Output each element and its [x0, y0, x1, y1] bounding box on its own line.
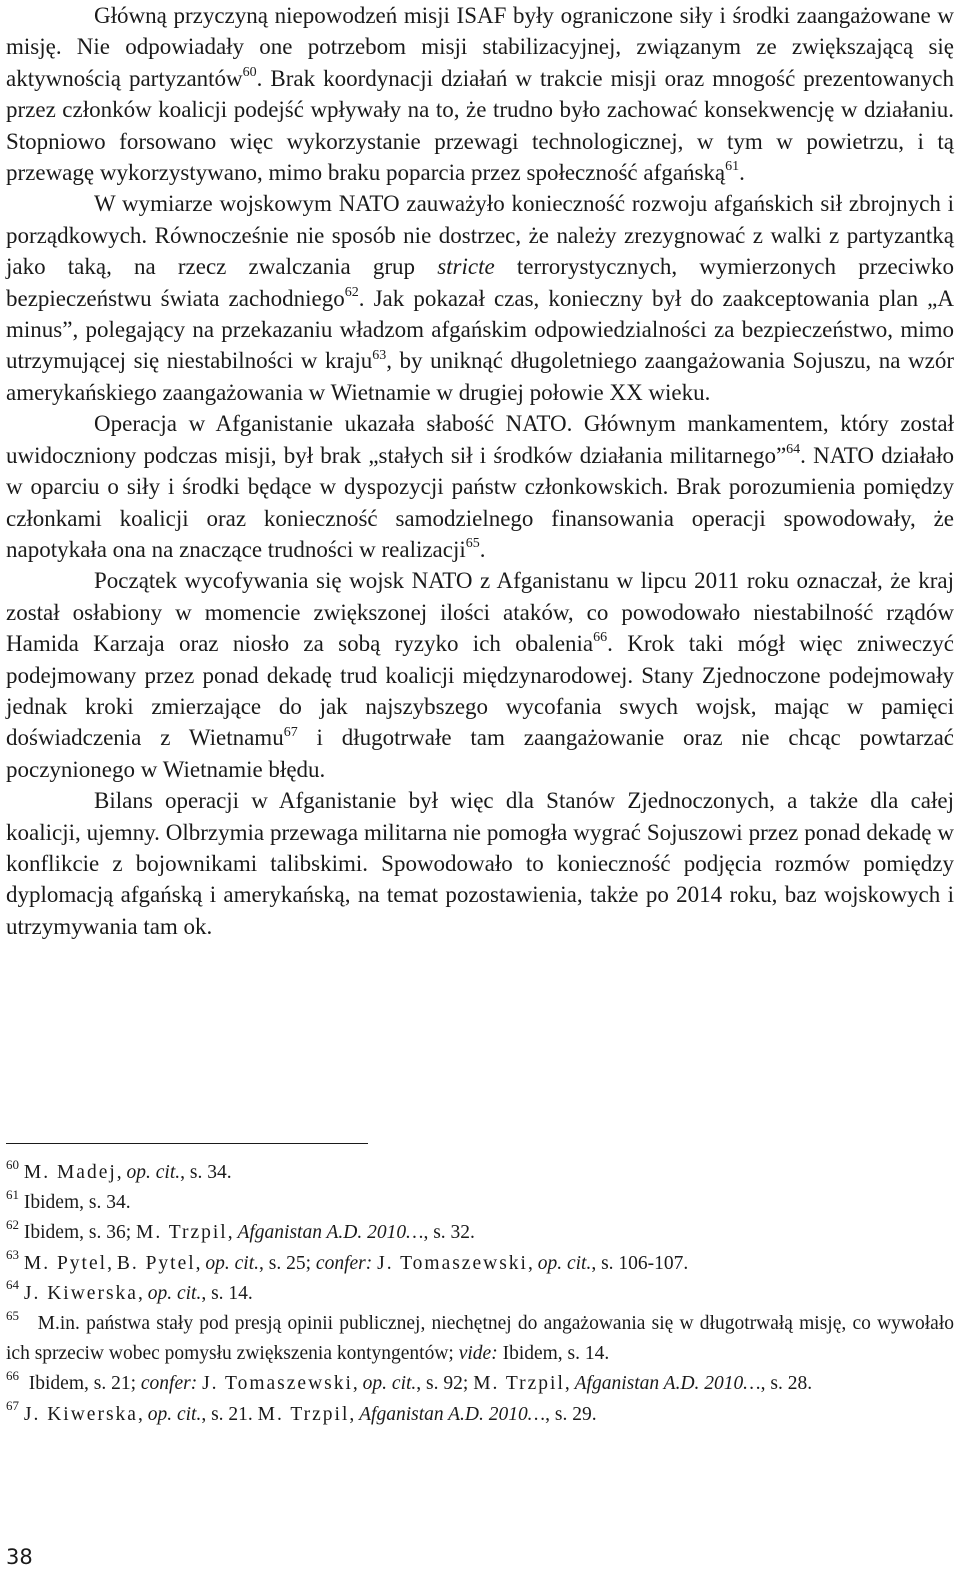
text-run: ,: [195, 1252, 206, 1274]
footnote-separator: [6, 1143, 368, 1144]
paragraph-2: [6, 188, 954, 408]
text-run: M.in. państwa stały pod presją opinii publicznej, niechętnej do angażowania się w długotrwałą misję, co wywołało ich sprzeciw wobec pomysłu zwiększenia kontyngentów;: [6, 1313, 955, 1365]
author: J. Tomaszewski: [377, 1252, 528, 1274]
text-run: . Krok taki mógł więc zniweczyć podejmowany przez ponad dekadę trud koalicji międzynarodowej. Stany Zjednoczone podejmowały jednak kroki zmierzające do jak najszybszego wycofania swych wojsk, mając w pamięci doświadczenia z Wietnamu: [6, 631, 954, 751]
footnote-64: [6, 1279, 954, 1309]
paragraph-3: [6, 408, 954, 565]
footnote-number: 67: [6, 1398, 19, 1414]
text-run: i długotrwałe tam zaangażowanie oraz nie chcąc powtarzać poczynionego w Wietnamie błędu.: [6, 725, 954, 782]
citation-ref: op. cit.: [147, 1403, 202, 1425]
footnote-ref-62[interactable]: 62: [344, 285, 359, 300]
citation-ref: confer:: [315, 1252, 373, 1274]
footnote-ref-64[interactable]: 64: [786, 442, 801, 458]
text-run: , s. 32.: [423, 1222, 475, 1244]
footnote-61: [6, 1188, 954, 1218]
text-run: terrorystycznych, wymierzonych przeciwko bezpieczeństwu świata zachodniego: [6, 254, 954, 311]
text-run: , s. 21.: [201, 1403, 258, 1425]
citation-ref: op. cit.: [147, 1282, 202, 1304]
text-run: . Jak pokazał czas, konieczny był do zaakceptowania plan „A minus”, polegający na przekazaniu władzom afgańskim odpowiedzialności za bezpieczeństwo, mimo utrzymującej się niestabilności w kraju: [6, 285, 954, 374]
text-run: ,: [352, 1373, 363, 1395]
footnote-ref-65[interactable]: 65: [465, 536, 480, 552]
footnote-62: [6, 1218, 954, 1248]
text-run: ,: [116, 1162, 127, 1183]
author: J. Kiwerska: [23, 1282, 138, 1304]
footnote-67: [6, 1400, 954, 1430]
book-title: Afganistan A.D. 2010…: [359, 1403, 546, 1425]
footnote-ref-66[interactable]: 66: [593, 630, 608, 646]
author: M. Trzpil: [257, 1403, 350, 1425]
footnotes: [6, 1158, 954, 1430]
footnote-ref-63[interactable]: 63: [372, 347, 387, 363]
text-run: , s. 106-107.: [591, 1252, 689, 1274]
text-run: , s. 14.: [201, 1282, 253, 1304]
text-run: Operacja w Afganistanie ukazała słabość NATO. Głównym mankamentem, który został uwidoczniony podczas misji, był brak „stałych sił i środków działania militarnego”: [6, 411, 954, 468]
footnote-ref-61[interactable]: 61: [725, 159, 740, 175]
author: M. Madej: [23, 1162, 117, 1183]
footnote-63: [6, 1249, 954, 1279]
citation-ref: vide:: [458, 1343, 498, 1365]
footnote-number: 63: [6, 1247, 19, 1263]
author: B. Pytel: [116, 1252, 196, 1274]
footnote-66: [6, 1369, 954, 1399]
paragraph-4: [6, 565, 954, 785]
citation-ref: op. cit.: [126, 1162, 181, 1183]
text-run: , s. 29.: [545, 1403, 597, 1425]
footnote-number: 61: [6, 1186, 19, 1202]
paragraph-1: [6, 0, 954, 188]
footnote-ref-67[interactable]: 67: [283, 724, 298, 740]
text-run: ,: [527, 1252, 538, 1274]
text-run: . Brak koordynacji działań w trakcie misji oraz mnogość prezentowanych przez członków koalicji podejść wpływały na to, że trudno było zachować konsekwencję w działaniu. Stopniowo forsowano więc wykorzystanie przewagi technologicznej, w tym w powietrzu, i tą przewagę wykorzystywano, mimo braku poparcia przez społeczność afgańską: [6, 65, 954, 186]
text-run: Początek wycofywania się wojsk NATO z Afganistanu w lipcu 2011 roku oznaczał, że kraj został osłabiony w momencie zwiększonej ilości ataków, co powodowało niestabilność rządów Hamida Karzaja oraz niosło za sobą ryzyko ich obalenia: [6, 568, 954, 657]
paragraph-5: Bilans operacji w Afganistanie był więc dla Stanów Zjednoczonych, a także dla całej koalicji, ujemny. Olbrzymia przewaga militarna nie pomogła wygrać Sojuszowi przez ponad dekadę w konflikcie z bojownikami talibskimi. Spowodowało to konieczność podjęcia rozmów pomiędzy dyplomacją afgańską i amerykańską, na temat pozostawienia, także po 2014 roku, baz wojskowych i utrzymywania tam ok.: [6, 788, 954, 939]
text-run: , s. 25;: [259, 1252, 316, 1274]
text-run: ,: [564, 1373, 575, 1395]
footnote-60: [6, 1158, 954, 1188]
text-run: ,: [137, 1282, 148, 1304]
text-run: , s. 28.: [760, 1373, 813, 1395]
text-run: , s. 92;: [416, 1373, 474, 1395]
author: J. Kiwerska: [23, 1403, 138, 1425]
citation-ref: confer:: [140, 1373, 198, 1395]
author: M. Pytel: [23, 1252, 108, 1274]
text-run: ,: [227, 1222, 238, 1244]
text-run: Ibidem, s. 14.: [497, 1343, 610, 1365]
footnote-ref-60[interactable]: 60: [242, 65, 257, 81]
citation-ref: op. cit.: [205, 1252, 260, 1274]
author: M. Trzpil: [136, 1222, 228, 1244]
text-run: ,: [107, 1252, 117, 1274]
footnote-65: [6, 1309, 954, 1369]
author: M. Trzpil: [473, 1373, 565, 1395]
footnote-number: 66: [6, 1367, 19, 1383]
italic-term: stricte: [437, 254, 495, 280]
text-run: ,: [137, 1403, 148, 1425]
page-number: 38: [6, 1545, 33, 1569]
citation-ref: op. cit.: [537, 1252, 592, 1274]
text-run: , s. 34.: [180, 1162, 232, 1183]
text-run: .: [479, 536, 486, 562]
text-run: W wymiarze wojskowym NATO zauważyło konieczność rozwoju afgańskich sił zbrojnych i porządkowych. Równocześnie nie sposób nie dostrzec, że należy zrezygnować z walki z partyzantką jako taką, na rzecz zwalczania grup: [6, 191, 954, 280]
footnote-number: 65: [6, 1307, 19, 1323]
author: J. Tomaszewski: [202, 1373, 353, 1395]
text-run: . NATO działało w oparciu o siły i środki będące w dyspozycji państw członkowskich. Brak porozumienia pomiędzy członkami koalicji oraz konieczność samodzielnego finansowania operacji spowodowały, że napotykała ona na znaczące trudności w realizacji: [6, 442, 954, 562]
text-run: , by uniknąć długoletniego zaangażowania Sojuszu, na wzór amerykańskiego zaangażowania w Wietnamie w drugiej połowie XX wieku.: [6, 348, 954, 405]
text-run: Ibidem, s. 34.: [23, 1192, 131, 1214]
text-run: Ibidem, s. 21;: [28, 1373, 141, 1395]
footnote-number: 64: [6, 1277, 19, 1293]
main-text: [6, 0, 954, 942]
citation-ref: op. cit.: [362, 1373, 417, 1395]
footnote-number: 62: [6, 1216, 19, 1232]
text-run: Ibidem, s. 36;: [23, 1222, 136, 1244]
book-title: Afganistan A.D. 2010…: [574, 1373, 761, 1395]
footnote-number: 60: [6, 1156, 19, 1172]
text-run: ,: [349, 1403, 360, 1425]
text-run: Główną przyczyną niepowodzeń misji ISAF były ograniczone siły i środki zaangażowane w misję. Nie odpowiadały one potrzebom misji stabilizacyjnej, związanym ze zwiększającą się aktywnością partyzantów: [6, 3, 954, 91]
text-run: .: [739, 160, 745, 186]
book-title: Afganistan A.D. 2010…: [237, 1222, 424, 1244]
